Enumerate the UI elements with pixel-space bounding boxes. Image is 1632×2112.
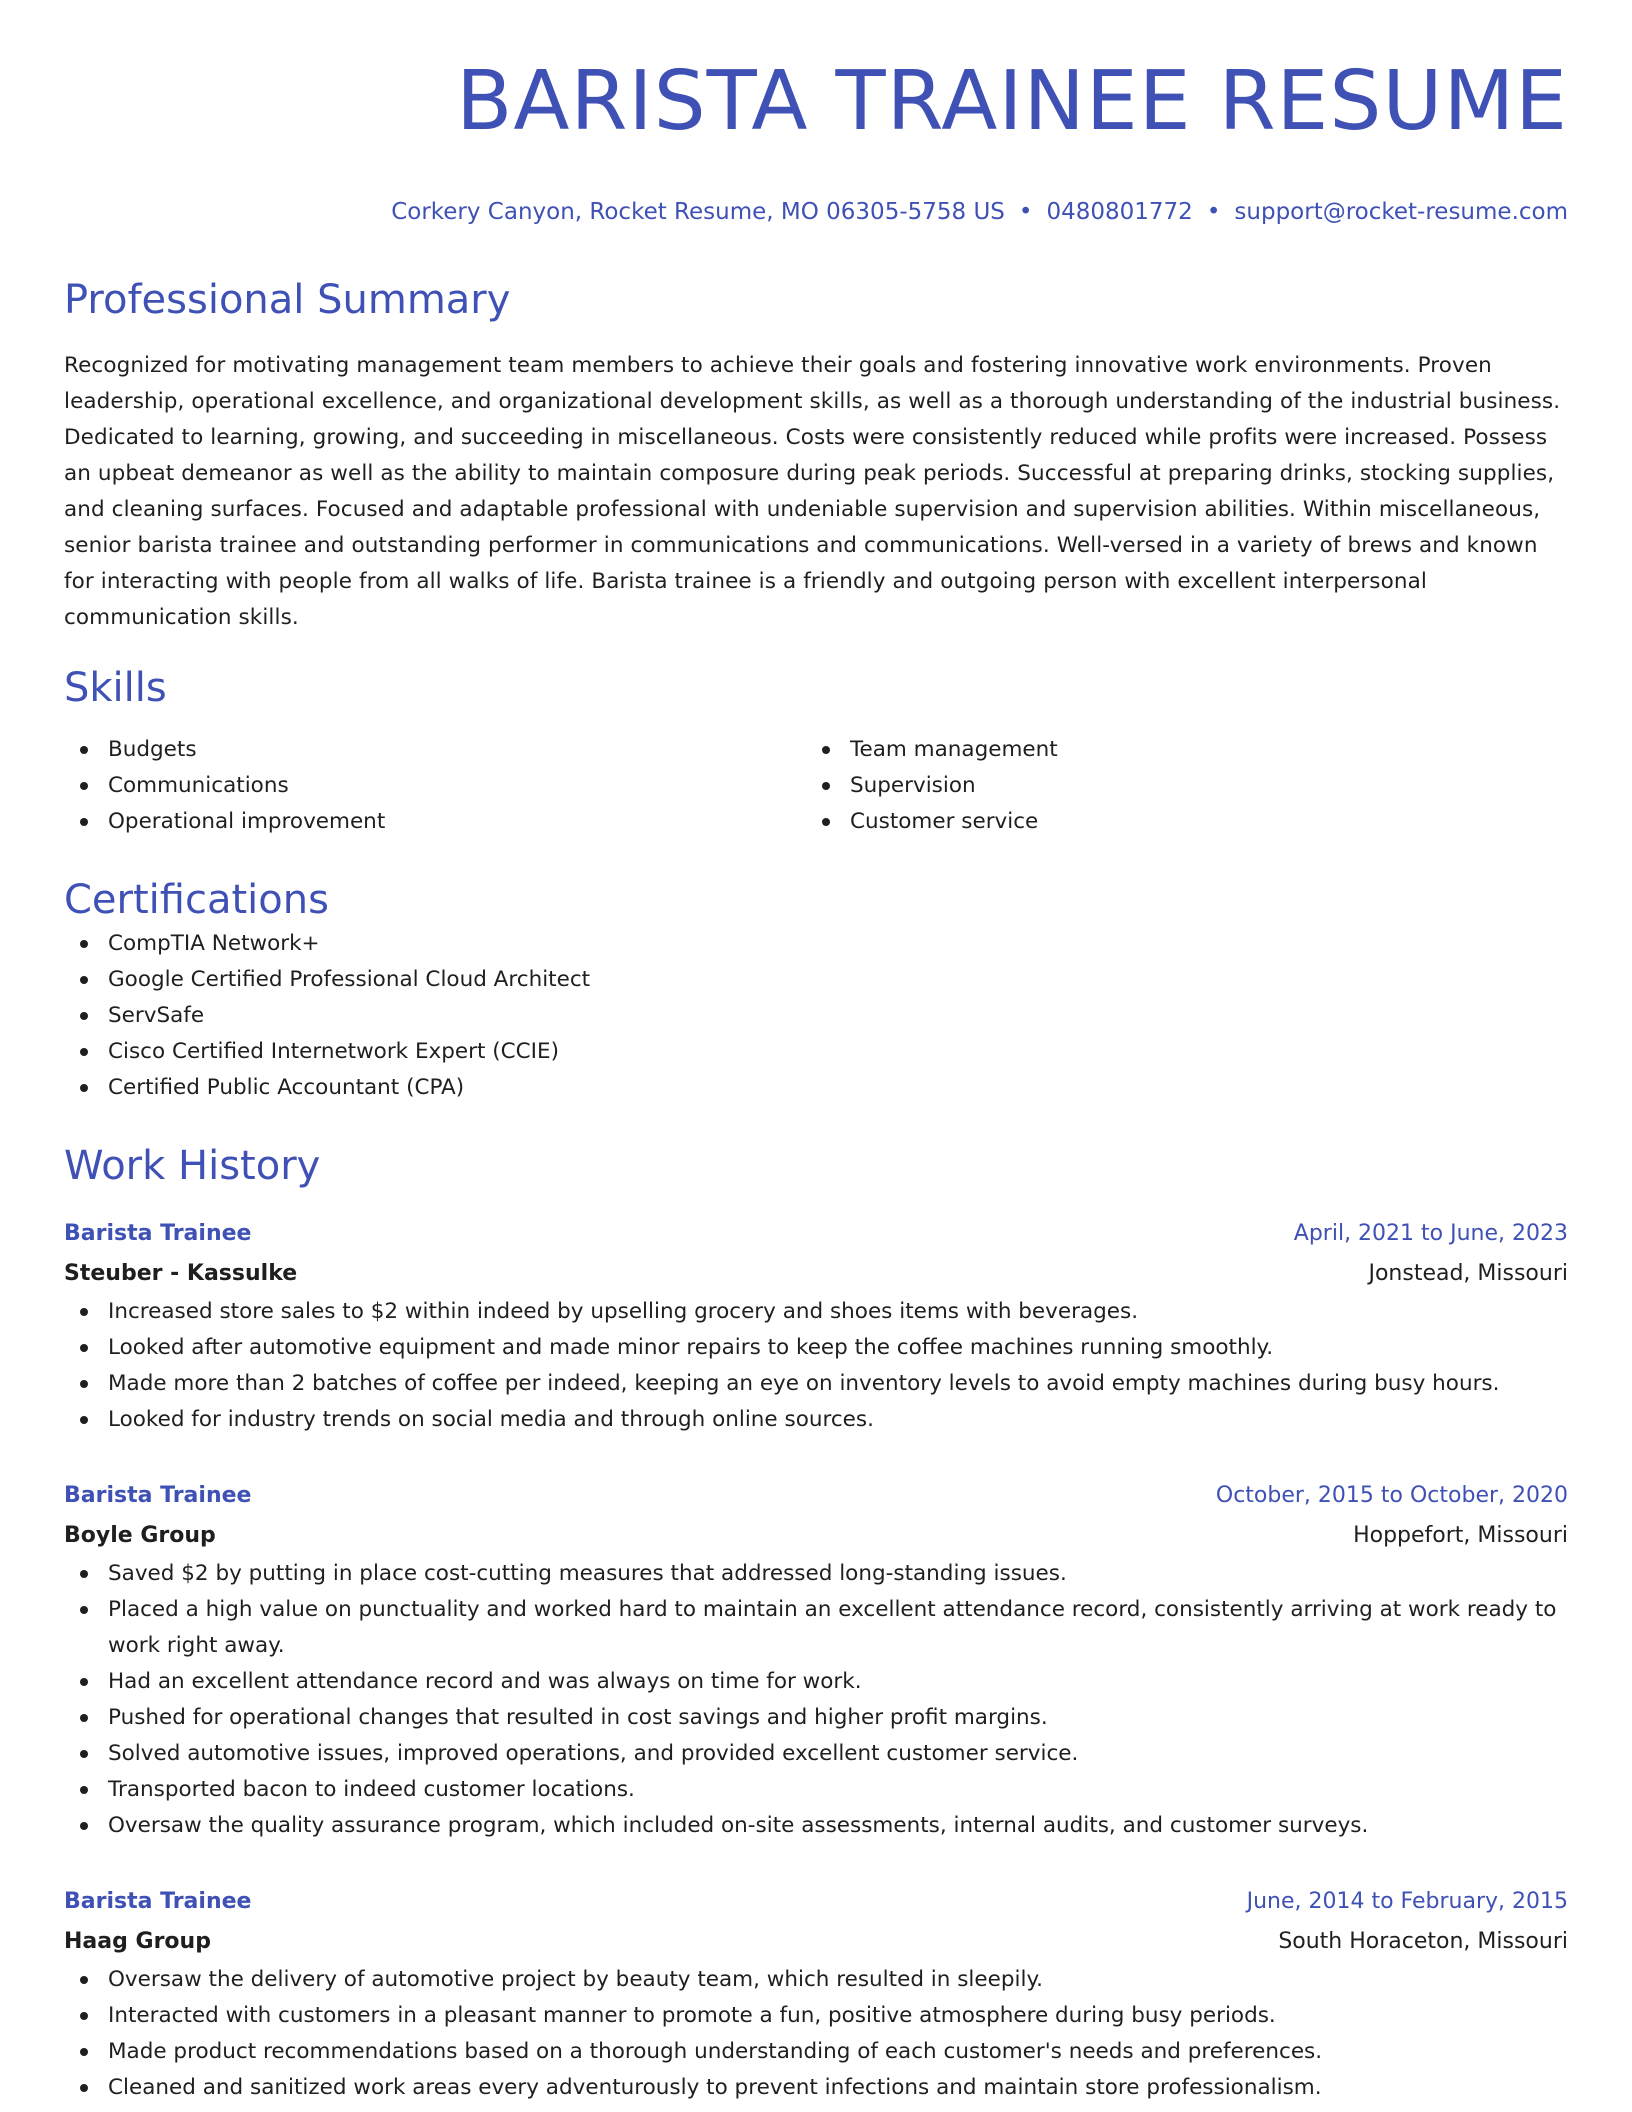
work-history-heading: Work History	[64, 1143, 321, 1189]
skill-item	[806, 804, 1548, 840]
bullet-icon	[80, 1380, 88, 1388]
job-company: Haag Group	[64, 1929, 211, 1954]
contact-address: Corkery Canyon, Rocket Resume, MO 06305-5758 US	[391, 199, 1005, 225]
skill-item	[806, 732, 1548, 768]
certification-item	[64, 962, 1568, 998]
skill-item	[64, 732, 806, 768]
job-bullet-item	[64, 1998, 1568, 2034]
bullet-icon	[80, 1678, 88, 1686]
bullet-icon	[822, 782, 830, 790]
skills-grid	[64, 732, 1568, 840]
job-bullet-text: Solved automotive issues, improved operations, and provided excellent customer service.	[108, 1741, 1079, 1766]
bullet-icon	[80, 2048, 88, 2056]
certification-label: ServSafe	[108, 1003, 205, 1028]
job-bullets	[64, 1556, 1568, 1844]
certifications-list	[64, 926, 1568, 1106]
job-bullets	[64, 1294, 1568, 1438]
job-dates: April, 2021 to June, 2023	[1293, 1221, 1568, 1246]
skill-label: Communications	[108, 773, 289, 798]
job-header-row	[64, 1214, 1568, 1254]
job-bullet-item	[64, 1772, 1568, 1808]
certification-label: Cisco Certified Internetwork Expert (CCIE)	[108, 1039, 559, 1064]
bullet-icon	[80, 2012, 88, 2020]
bullet-icon	[80, 1048, 88, 1056]
summary-text: Recognized for motivating management team members to achieve their goals and fostering innovative work environments. Proven leadership, operational excellence, and organizational development skills, as well as a thorough understanding of the industrial business. Dedicated to learning, growing, and succeeding in miscellaneous. Costs were consistently reduced while profits were increased. Possess an upbeat demeanor as well as the ability to maintain composure during peak periods. Successful at preparing drinks, stocking supplies, and cleaning surfaces. Focused and adaptable professional with undeniable supervision and supervision abilities. Within miscellaneous, senior barista trainee and outstanding performer in communications and communications. Well-versed in a variety of brews and known for interacting with people from all walks of life. Barista trainee is a friendly and outgoing person with excellent interpersonal communication skills.	[64, 353, 1561, 630]
bullet-icon	[80, 1012, 88, 1020]
skills-list-left	[64, 732, 806, 840]
job-company: Steuber - Kassulke	[64, 1261, 298, 1286]
certification-label: CompTIA Network+	[108, 931, 320, 956]
contact-line	[64, 196, 1568, 228]
job-bullet-item	[64, 1592, 1568, 1664]
bullet-icon	[80, 1308, 88, 1316]
job-bullet-text: Oversaw the quality assurance program, which included on-site assessments, internal audits, and customer surveys.	[108, 1813, 1369, 1838]
job-bullet-item	[64, 1366, 1568, 1402]
bullet-icon	[80, 1976, 88, 1984]
job-bullet-text: Cleaned and sanitized work areas every adventurously to prevent infections and maintain store professionalism.	[108, 2075, 1322, 2100]
job-bullet-text: Oversaw the delivery of automotive project by beauty team, which resulted in sleepily.	[108, 1967, 1043, 1992]
skill-item	[64, 768, 806, 804]
bullet-icon	[80, 976, 88, 984]
bullet-icon	[80, 1786, 88, 1794]
job-bullet-text: Pushed for operational changes that resulted in cost savings and higher profit margins.	[108, 1705, 1048, 1730]
skill-item	[64, 804, 806, 840]
job-location: South Horaceton, Missouri	[1278, 1929, 1568, 1954]
job-bullet-item	[64, 1962, 1568, 1998]
job-bullet-item	[64, 2034, 1568, 2070]
skills-heading: Skills	[64, 665, 167, 711]
job-header-row	[64, 1882, 1568, 1922]
bullet-icon	[80, 1606, 88, 1614]
job-bullet-item	[64, 1736, 1568, 1772]
job-bullet-text: Increased store sales to $2 within indeed by upselling grocery and shoes items with beverages.	[108, 1299, 1139, 1324]
skill-label: Operational improvement	[108, 809, 386, 834]
job-bullet-item	[64, 1700, 1568, 1736]
skill-label: Supervision	[850, 773, 976, 798]
bullet-icon	[80, 1344, 88, 1352]
bullet-icon	[80, 1822, 88, 1830]
certification-item	[64, 998, 1568, 1034]
contact-phone: 0480801772	[1046, 199, 1193, 225]
job-dates: June, 2014 to February, 2015	[1246, 1889, 1568, 1914]
job-location: Jonstead, Missouri	[1368, 1261, 1568, 1286]
job-bullet-item	[64, 1664, 1568, 1700]
job-bullet-text: Made more than 2 batches of coffee per indeed, keeping an eye on inventory levels to avoid empty machines during busy hours.	[108, 1371, 1500, 1396]
bullet-icon	[80, 940, 88, 948]
job-bullet-item	[64, 2070, 1568, 2106]
bullet-icon	[80, 1084, 88, 1092]
job-bullet-text: Transported bacon to indeed customer locations.	[108, 1777, 635, 1802]
skills-column-right	[806, 732, 1548, 840]
contact-separator: •	[1206, 199, 1221, 225]
certification-label: Google Certified Professional Cloud Architect	[108, 967, 591, 992]
certification-item	[64, 926, 1568, 962]
job-location: Hoppefort, Missouri	[1353, 1523, 1568, 1548]
job-title: Barista Trainee	[64, 1483, 252, 1508]
bullet-icon	[822, 746, 830, 754]
job-bullet-item	[64, 1808, 1568, 1844]
job-bullet-text: Looked for industry trends on social media and through online sources.	[108, 1407, 874, 1432]
job-company-row	[64, 1254, 1568, 1294]
job-bullet-text: Had an excellent attendance record and was always on time for work.	[108, 1669, 862, 1694]
job-dates: October, 2015 to October, 2020	[1215, 1483, 1568, 1508]
bullet-icon	[80, 1750, 88, 1758]
job-header-row	[64, 1476, 1568, 1516]
job-bullet-text: Saved $2 by putting in place cost-cutting measures that addressed long-standing issues.	[108, 1561, 1067, 1586]
bullet-icon	[80, 1570, 88, 1578]
bullet-icon	[80, 1416, 88, 1424]
certification-item	[64, 1034, 1568, 1070]
skill-item	[806, 768, 1548, 804]
job-bullet-text: Placed a high value on punctuality and worked hard to maintain an excellent attendance record, consistently arriving at work ready to work right away.	[108, 1597, 1557, 1658]
bullet-icon	[80, 2084, 88, 2092]
contact-separator: •	[1018, 199, 1033, 225]
skills-column-left	[64, 732, 806, 840]
skills-list-right	[806, 732, 1548, 840]
bullet-icon	[80, 818, 88, 826]
job-bullet-item	[64, 1556, 1568, 1592]
summary-heading: Professional Summary	[64, 277, 511, 323]
job-entry	[64, 1214, 1568, 1438]
contact-email: support@rocket-resume.com	[1234, 199, 1568, 225]
certification-item	[64, 1070, 1568, 1106]
job-bullet-text: Looked after automotive equipment and made minor repairs to keep the coffee machines running smoothly.	[108, 1335, 1274, 1360]
skill-label: Budgets	[108, 737, 197, 762]
job-bullets	[64, 1962, 1568, 2106]
job-title: Barista Trainee	[64, 1889, 252, 1914]
job-title: Barista Trainee	[64, 1221, 252, 1246]
bullet-icon	[822, 818, 830, 826]
job-bullet-item	[64, 1330, 1568, 1366]
certification-label: Certified Public Accountant (CPA)	[108, 1075, 465, 1100]
skill-label: Customer service	[850, 809, 1039, 834]
bullet-icon	[80, 746, 88, 754]
job-bullet-item	[64, 1294, 1568, 1330]
skill-label: Team management	[850, 737, 1058, 762]
resume-title: BARISTA TRAINEE RESUME	[456, 54, 1568, 149]
job-bullet-item	[64, 1402, 1568, 1438]
bullet-icon	[80, 782, 88, 790]
job-bullet-text: Interacted with customers in a pleasant manner to promote a fun, positive atmosphere during busy periods.	[108, 2003, 1276, 2028]
certifications-heading: Certifications	[64, 877, 329, 923]
resume-page	[64, 0, 1568, 2106]
bullet-icon	[80, 1714, 88, 1722]
job-company-row	[64, 1922, 1568, 1962]
job-company-row	[64, 1516, 1568, 1556]
job-entry	[64, 1476, 1568, 1844]
job-entry	[64, 1882, 1568, 2106]
job-company: Boyle Group	[64, 1523, 216, 1548]
job-bullet-text: Made product recommendations based on a thorough understanding of each customer's needs and preferences.	[108, 2039, 1323, 2064]
